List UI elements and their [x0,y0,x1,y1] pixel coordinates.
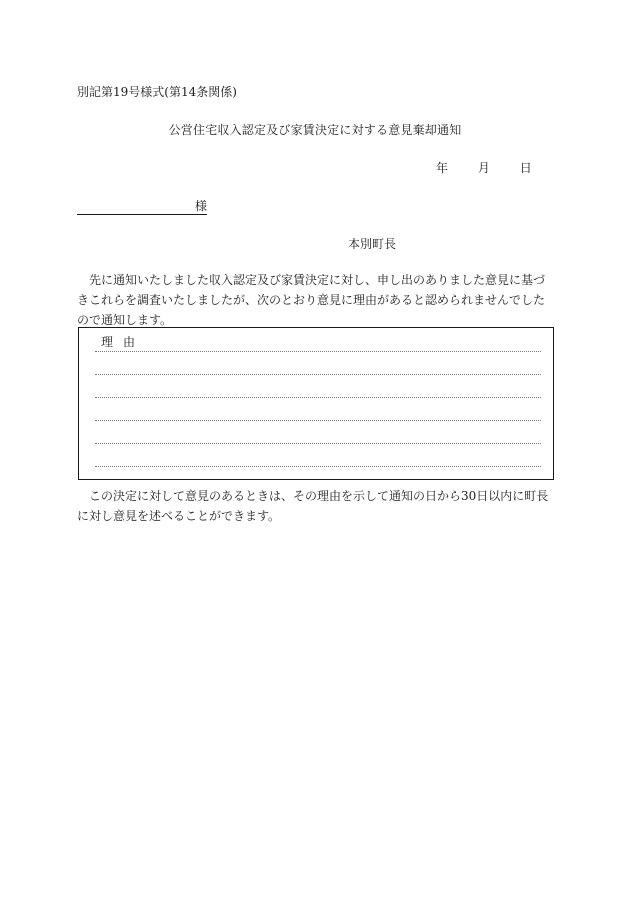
document-title: 公営住宅収入認定及び家賃決定に対する意見棄却通知 [168,123,462,137]
reason-dotted-line [95,443,541,444]
date-year-label: 年 [436,161,449,175]
reason-box [78,327,554,480]
reason-dotted-line [95,397,541,398]
body-line: 先に通知いたしました収入認定及び家賃決定に対し、申し出のありました意見に基づ [77,273,546,287]
footer-paragraph [77,486,555,526]
form-number: 別記第19号様式(第14条関係) [77,85,237,99]
date-month-label: 月 [477,161,490,175]
addressee-line [77,198,207,215]
date-day-label: 日 [519,161,532,175]
issuer-name: 本別町長 [348,237,397,251]
body-paragraph [77,270,555,330]
reason-dotted-line [95,466,541,467]
addressee-suffix: 様 [194,199,207,213]
body-line: ので通知します。 [77,313,173,327]
date-line [436,160,532,176]
footer-line: この決定に対して意見のあるときは、その理由を示して通知の日から30日以内に町長 [77,489,549,503]
reason-dotted-line [95,374,541,375]
footer-line: に対し意見を述べることができます。 [77,509,281,523]
body-line: きこれらを調査いたしましたが、次のとおり意見に理由があると認められませんでした [77,293,546,307]
reason-dotted-line [95,420,541,421]
reason-label: 理由 [101,335,146,349]
reason-dotted-line [95,351,541,352]
